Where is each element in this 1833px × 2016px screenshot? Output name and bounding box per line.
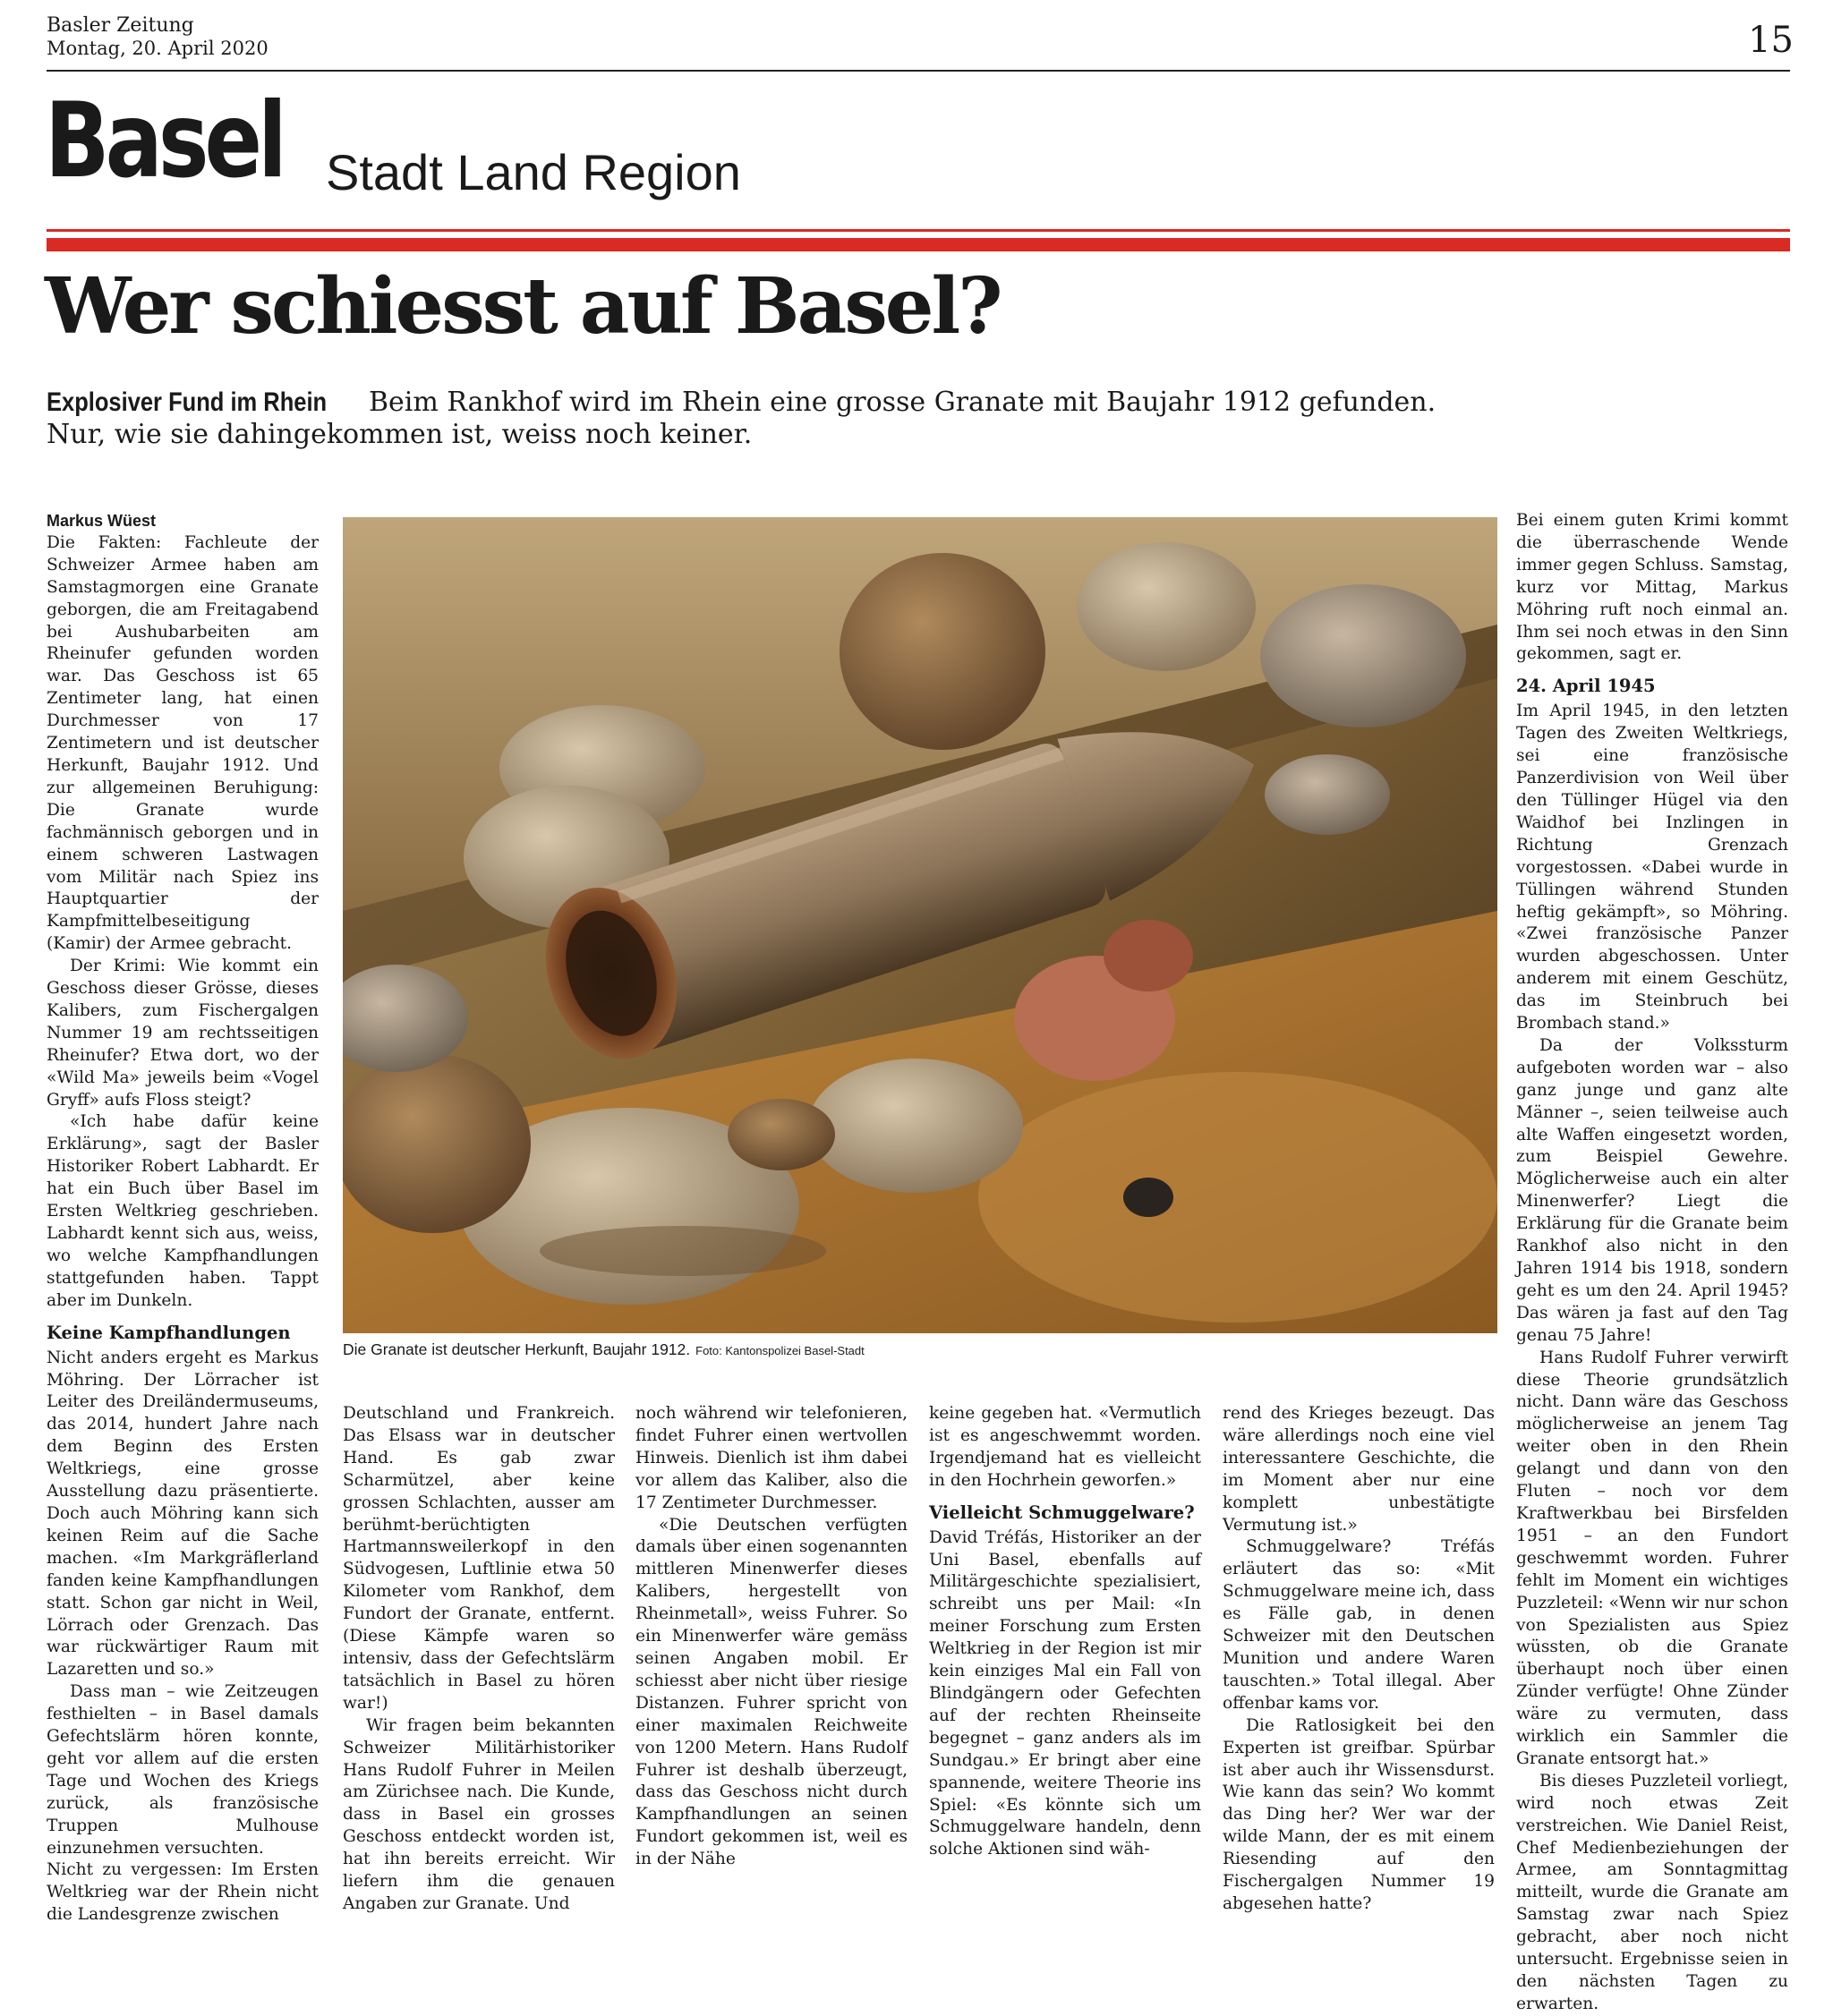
article-column-1: [47, 510, 319, 1927]
subheading: Vielleicht Schmuggelware?: [929, 1501, 1195, 1523]
paragraph: rend des Krieges bezeugt. Das wäre allerdings noch eine viel interessantere Geschichte, die im Moment aber nur eine komplett unbestätigte Vermutung ist.»: [1223, 1404, 1495, 1535]
paragraph: Im April 1945, in den letzten Tagen des Zweiten Weltkriegs, sei eine französische Panzerdivision von Weil über den Tüllinger Hügel via den Waidhof bei Inzlingen in Richtung Grenzach vorgestossen. «Dabei wurde in Tüllingen während Stunden heftig gekämpft», so Möhring. «Zwei französische Panzer wurden abgeschossen. Unter anderem mit einem Geschütz, das im Steinbruch bei Brombach stand.»: [1516, 702, 1788, 1034]
paragraph: «Ich habe dafür keine Erklärung», sagt der Basler Historiker Robert Labhardt. Er hat ein Buch über Basel im Ersten Weltkrieg geschrieben. Labhardt kennt sich aus, weiss, wo welche Kampfhandlungen stattgefunden haben. Tappt aber im Dunkeln.: [47, 1112, 319, 1310]
photo-credit: Foto: Kantonspolizei Basel-Stadt: [695, 1344, 865, 1357]
article-headline: Wer schiesst auf Basel?: [45, 261, 1001, 352]
accent-rule-thick: [47, 238, 1790, 251]
article-column-5: [1223, 1403, 1495, 1916]
paragraph: Deutschland und Frankreich. Das Elsass war in deutscher Hand. Es gab zwar Scharmützel, aber keine grossen Schlachten, ausser am berühmt-berüchtigten Hartmannsweilerkopf in den Südvogesen, Luftlinie etwa 50 Kilometer vom Rankhof, dem Fundort der Granate, entfernt. (Diese Kämpfe waren so intensiv, dass der Gefechtslärm tatsächlich in Basel zu hören war!): [343, 1404, 615, 1713]
grenade-photo-illustration: [343, 517, 1497, 1333]
paragraph: Schmuggelware? Tréfás erläutert das so: «Mit Schmuggelware meine ich, dass es Fälle gab, in denen Schweizer mit den Deutschen Munition und andere Waren tauschten.» Total illegal. Aber offenbar kams vor.: [1223, 1537, 1495, 1713]
paragraph: noch während wir telefonieren, findet Fuhrer einen wertvollen Hinweis. Dienlich ist ihm dabei vor allem das Kaliber, also die 17 Zentimeter Durchmesser.: [635, 1404, 908, 1512]
section-name: Basel: [45, 81, 283, 201]
paragraph: Bei einem guten Krimi kommt die überraschende Wende immer gegen Schluss. Samstag, kurz vor Mittag, Markus Möhring ruft noch einmal an. Ihm sei noch etwas in den Sinn gekommen, sagt er.: [1516, 511, 1788, 664]
paragraph: Bis dieses Puzzleteil vorliegt, wird noch etwas Zeit verstreichen. Wie Daniel Reist, Chef Medienbeziehungen der Armee, am Sonntagmittag mitteilt, wurde die Granate am Samstag zwar nach Spiez gebracht, aber noch nicht untersucht. Ergebnisse seien in den nächsten Tagen zu erwarten.: [1516, 1771, 1788, 2013]
subheading: Keine Kampfhandlungen: [47, 1322, 291, 1343]
article-column-6: [1516, 510, 1788, 2016]
issue-date: Montag, 20. April 2020: [47, 38, 269, 59]
top-rule: [47, 70, 1790, 72]
article-photo: [343, 517, 1497, 1333]
byline: Markus Wüest: [47, 512, 157, 530]
article-kicker: Explosiver Fund im Rhein: [47, 387, 328, 417]
section-subtitle: Stadt Land Region: [326, 144, 741, 200]
paragraph: Der Krimi: Wie kommt ein Geschoss dieser Grösse, dieses Kalibers, zum Fischergalgen Nummer 19 am rechtsseitigen Rheinufer? Etwa dort, wo der «Wild Ma» jeweils beim «Vogel Gryff» aufs Floss steigt?: [47, 957, 319, 1110]
subheading: 24. April 1945: [1516, 676, 1656, 697]
paragraph: Hans Rudolf Fuhrer verwirft diese Theorie grundsätzlich nicht. Dann wäre das Geschoss möglicherweise an jenem Tag weiter oben in den Rhein gelangt und dann von den Fluten – noch vor dem Kraftwerkbau bei Birsfelden 1951 – an den Fundort geschwemmt worden. Fuhrer fehlt im Moment ein wichtiges Puzzleteil: «Wenn wir nur schon von Spezialisten aus Spiez wüssten, ob die Granate überhaupt noch über einen Zünder verfügte! Ohne Zünder wäre zu vermuten, dass wirklich ein Sammler die Granate entsorgt hat.»: [1516, 1348, 1788, 1768]
caption-text: Die Granate ist deutscher Herkunft, Baujahr 1912.: [343, 1340, 691, 1358]
paragraph: David Tréfás, Historiker an der Uni Basel, ebenfalls auf Militärgeschichte spezialisiert, schreibt uns per Mail: «In meiner Forschung zum Ersten Weltkrieg in der Region ist mir kein einziges Mal ein Fall von Blindgängern oder Gefechten auf der rechten Rheinseite begegnet – ganz anders als im Sundgau.» Er bringt aber eine spannende, weitere Theorie ins Spiel: «Es könnte sich um Schmuggelware handeln, denn solche Aktionen sind wäh-: [929, 1527, 1201, 1859]
accent-rule-thin: [47, 229, 1790, 232]
paragraph: Da der Volkssturm aufgeboten worden war – also ganz junge und ganz alte Männer –, seien teilweise auch alte Waffen eingesetzt worden, zum Beispiel Gewehre. Möglicherweise auch ein alter Minenwerfer? Liegt die Erklärung für die Granate beim Rankhof also nicht in den Jahren 1914 bis 1918, sondern geht es um den 24. April 1945? Das wären ja fast auf den Tag genau 75 Jahre!: [1516, 1035, 1788, 1345]
paragraph: «Die Deutschen verfügten damals über einen sogenannten mittleren Minenwerfer dieses Kalibers, hergestellt von Rheinmetall», weiss Fuhrer. So ein Minenwerfer wäre gemäss seinen Angaben mobil. Er schiesst aber nicht über riesige Distanzen. Fuhrer spricht von einer maximalen Reichweite von 1200 Metern. Hans Rudolf Fuhrer ist deshalb überzeugt, dass das Geschoss nicht durch Kampfhandlungen an seinen Fundort gekommen ist, weil es in der Nähe: [635, 1515, 908, 1869]
article-column-3: [635, 1403, 908, 1871]
paragraph: Die Fakten: Fachleute der Schweizer Armee haben am Samstagmorgen eine Granate geborgen, die am Freitagabend bei Aushubarbeiten am Rheinufer gefunden worden war. Das Geschoss ist 65 Zentimeter lang, hat einen Durchmesser von 17 Zentimetern und ist deutscher Herkunft, Baujahr 1912. Und zur allgemeinen Beruhigung: Die Granate wurde fachmännisch geborgen und in einem schweren Lastwagen vom Militär nach Spiez ins Hauptquartier der Kampfmittelbeseitigung (Kamir) der Armee gebracht.: [47, 532, 319, 954]
paragraph: Nicht anders ergeht es Markus Möhring. Der Lörracher ist Leiter des Dreiländermuseums, das 2014, hundert Jahre nach dem Beginn des Ersten Weltkriegs, eine grosse Ausstellung dazu präsentierte. Doch auch Möhring kann sich keinen Reim auf die Sache machen. «Im Markgräflerland fanden keine Kampfhandlungen statt. Schon gar nicht in Weil, Lörrach oder Grenzach. Das war rückwärtiger Raum mit Lazaretten und so.»: [47, 1348, 319, 1680]
lead-text: Beim Rankhof wird im Rhein eine grosse Granate mit Baujahr 1912 gefunden. Nur, wie sie dahingekommen ist, weiss noch keiner.: [47, 387, 1437, 450]
newspaper-name: Basler Zeitung: [47, 14, 194, 37]
paragraph: Die Ratlosigkeit bei den Experten ist greifbar. Spürbar ist aber auch ihr Wissensdurst. Wie kann das sein? Wo kommt das Ding her? Wer war der wilde Mann, der es mit einem Riesending auf den Fischergalgen Nummer 19 abgesehen hatte?: [1223, 1715, 1495, 1913]
paragraph: Wir fragen beim bekannten Schweizer Militärhistoriker Hans Rudolf Fuhrer in Meilen am Zürichsee nach. Die Kunde, dass in Basel ein grosses Geschoss entdeckt worden ist, hat ihn bereits erreicht. Wir liefern ihm die genauen Angaben zur Granate. Und: [343, 1715, 615, 1913]
article-column-4: [929, 1403, 1201, 1861]
article-lead: [47, 387, 1443, 451]
article-column-2: [343, 1403, 615, 1916]
paragraph: Nicht zu vergessen: Im Ersten Weltkrieg war der Rhein nicht die Landesgrenze zwischen: [47, 1860, 319, 1925]
photo-caption: [343, 1340, 865, 1359]
paragraph: Dass man – wie Zeitzeugen festhielten – in Basel damals Gefechtslärm hören konnte, geht vor allem auf die ersten Tage und Wochen des Kriegs zurück, als französische Truppen Mulhouse einzunehmen versuchten.: [47, 1682, 319, 1858]
paragraph: keine gegeben hat. «Vermutlich ist es angeschwemmt worden. Irgendjemand hat es vielleicht in den Hochrhein geworfen.»: [929, 1404, 1201, 1490]
page-number: 15: [1748, 20, 1794, 61]
